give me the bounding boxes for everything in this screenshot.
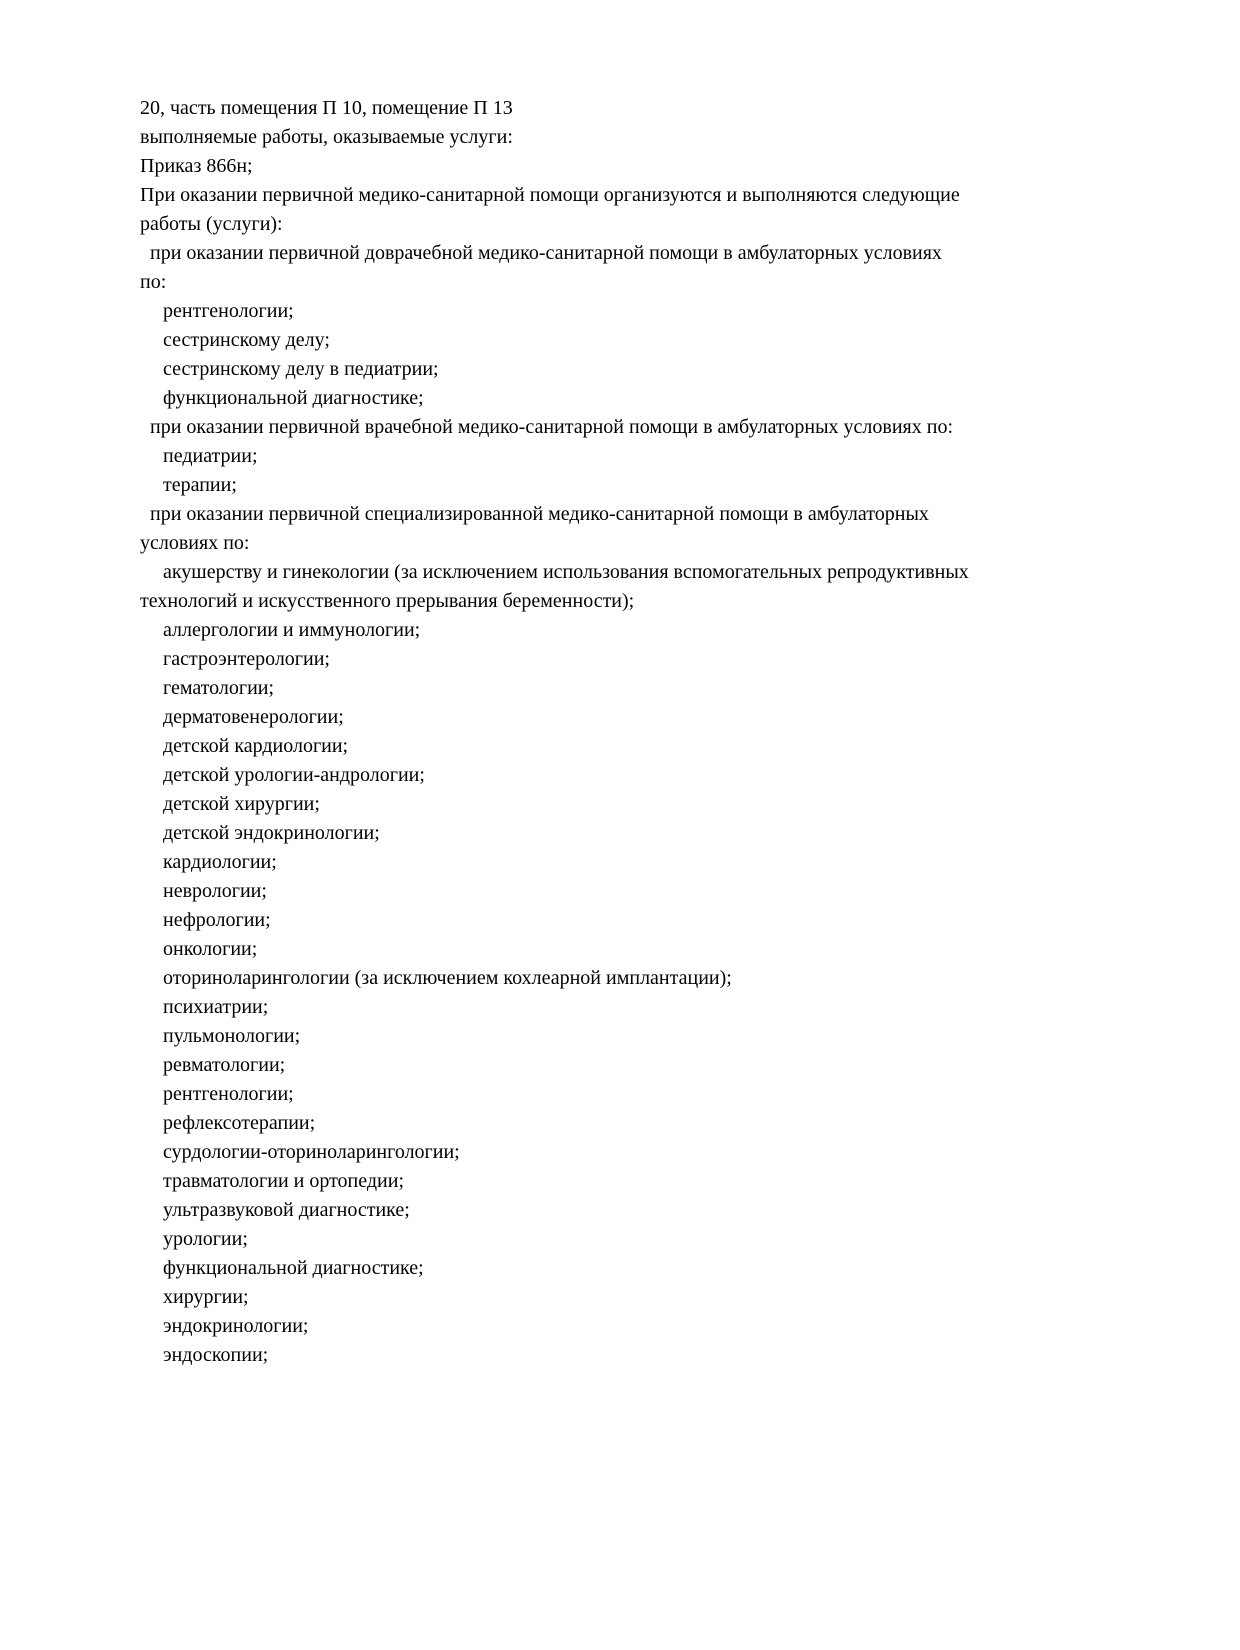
document-line: психиатрии; bbox=[163, 996, 269, 1018]
document-line: сестринскому делу; bbox=[163, 329, 330, 351]
document-line: эндоскопии; bbox=[163, 1344, 269, 1366]
document-line: онкологии; bbox=[163, 938, 258, 960]
document-line: при оказании первичной врачебной медико-санитарной помощи в амбулаторных условиях по: bbox=[150, 416, 954, 438]
document-line: неврологии; bbox=[163, 880, 267, 902]
document-line: функциональной диагностике; bbox=[163, 387, 424, 409]
document-line: хирургии; bbox=[163, 1286, 249, 1308]
document-line: нефрологии; bbox=[163, 909, 271, 931]
document-line: технологий и искусственного прерывания беременности); bbox=[140, 590, 635, 612]
document-line: ультразвуковой диагностике; bbox=[163, 1199, 410, 1221]
document-line: терапии; bbox=[163, 474, 237, 496]
document-line: Приказ 866н; bbox=[140, 155, 253, 177]
document-line: рефлексотерапии; bbox=[163, 1112, 316, 1134]
document-body bbox=[140, 94, 1140, 1370]
document-line: функциональной диагностике; bbox=[163, 1257, 424, 1279]
document-line: детской урологии-андрологии; bbox=[163, 764, 425, 786]
document-line: при оказании первичной специализированной медико-санитарной помощи в амбулаторных bbox=[150, 503, 929, 525]
document-line: работы (услуги): bbox=[140, 213, 283, 235]
document-line: рентгенологии; bbox=[163, 300, 294, 322]
document-line: эндокринологии; bbox=[163, 1315, 309, 1337]
document-line: дерматовенерологии; bbox=[163, 706, 344, 728]
document-line: детской эндокринологии; bbox=[163, 822, 380, 844]
document-line: ревматологии; bbox=[163, 1054, 286, 1076]
document-line: сурдологии-оториноларингологии; bbox=[163, 1141, 460, 1163]
document-line: выполняемые работы, оказываемые услуги: bbox=[140, 126, 513, 148]
document-line: оториноларингологии (за исключением кохлеарной имплантации); bbox=[163, 967, 732, 989]
document-line: детской хирургии; bbox=[163, 793, 320, 815]
document-line: гематологии; bbox=[163, 677, 275, 699]
document-line: по: bbox=[140, 271, 167, 293]
document-line: кардиологии; bbox=[163, 851, 277, 873]
document-line: 20, часть помещения П 10, помещение П 13 bbox=[140, 97, 513, 119]
document-line: детской кардиологии; bbox=[163, 735, 349, 757]
document-line: условиях по: bbox=[140, 532, 250, 554]
document-line: аллергологии и иммунологии; bbox=[163, 619, 421, 641]
document-line: гастроэнтерологии; bbox=[163, 648, 330, 670]
document-line: урологии; bbox=[163, 1228, 248, 1250]
document-line: пульмонологии; bbox=[163, 1025, 301, 1047]
document-line: сестринскому делу в педиатрии; bbox=[163, 358, 439, 380]
document-line: акушерству и гинекологии (за исключением использования вспомогательных репродуктивных bbox=[163, 561, 969, 583]
document-line: При оказании первичной медико-санитарной помощи организуются и выполняются следующие bbox=[140, 184, 960, 206]
document-line: педиатрии; bbox=[163, 445, 258, 467]
document-line: при оказании первичной доврачебной медико-санитарной помощи в амбулаторных условиях bbox=[150, 242, 942, 264]
document-line: травматологии и ортопедии; bbox=[163, 1170, 405, 1192]
document-line: рентгенологии; bbox=[163, 1083, 294, 1105]
